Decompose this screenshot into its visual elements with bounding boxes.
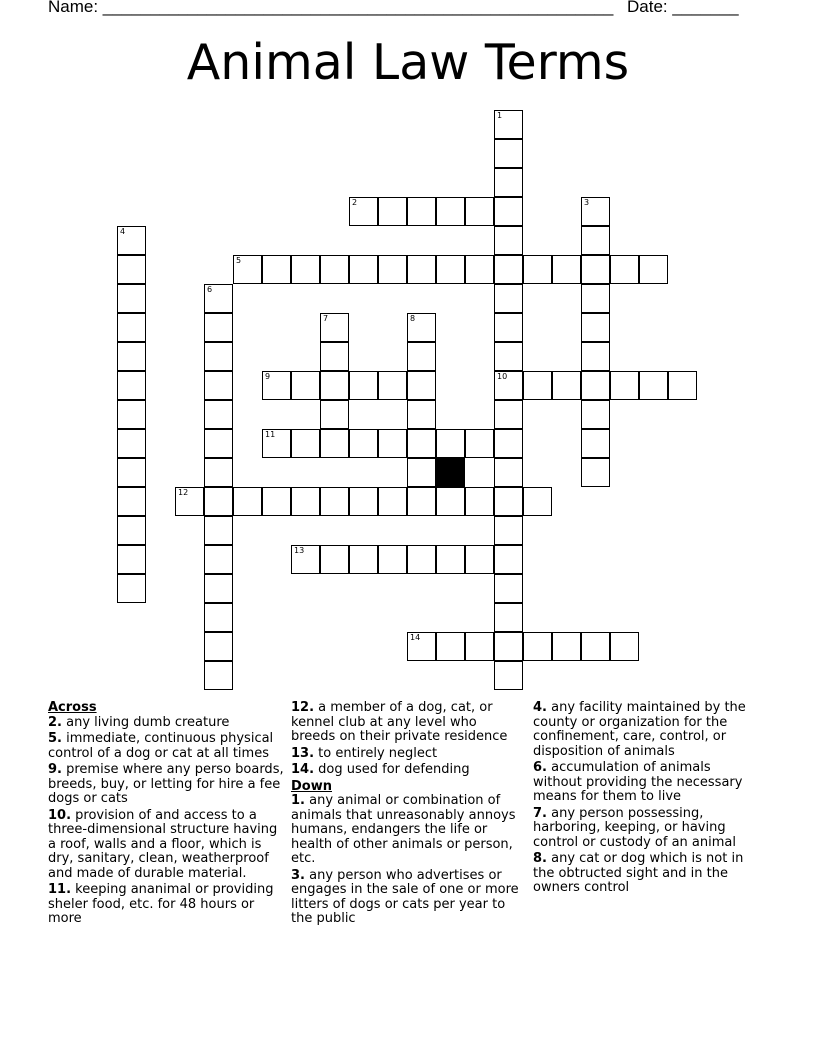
grid-cell[interactable] bbox=[407, 458, 436, 487]
grid-cell[interactable] bbox=[581, 429, 610, 458]
grid-cell[interactable] bbox=[581, 255, 610, 284]
grid-cell[interactable] bbox=[291, 371, 320, 400]
grid-cell[interactable] bbox=[291, 255, 320, 284]
grid-cell[interactable] bbox=[552, 255, 581, 284]
clue-across-14 bbox=[291, 763, 525, 778]
grid-cell[interactable] bbox=[523, 255, 552, 284]
clue-text: dog used for defending bbox=[314, 762, 470, 777]
grid-cell[interactable] bbox=[494, 313, 523, 342]
grid-cell[interactable] bbox=[204, 458, 233, 487]
grid-cell[interactable] bbox=[117, 255, 146, 284]
grid-cell[interactable] bbox=[494, 284, 523, 313]
grid-cell[interactable] bbox=[610, 632, 639, 661]
clue-across-11 bbox=[48, 883, 284, 927]
clue-number-label: 10 bbox=[497, 372, 508, 381]
grid-cell[interactable] bbox=[204, 661, 233, 690]
grid-cell[interactable] bbox=[407, 545, 436, 574]
grid-cell[interactable] bbox=[494, 139, 523, 168]
grid-cell[interactable] bbox=[378, 255, 407, 284]
grid-cell[interactable] bbox=[407, 313, 436, 342]
clue-number-label: 3 bbox=[584, 198, 590, 207]
grid-cell[interactable] bbox=[262, 371, 291, 400]
grid-cell[interactable] bbox=[291, 545, 320, 574]
clue-number: 2. bbox=[48, 714, 62, 730]
grid-cell[interactable] bbox=[349, 429, 378, 458]
grid-cell[interactable] bbox=[494, 342, 523, 371]
clue-number-label: 14 bbox=[410, 633, 421, 642]
clue-number-label: 5 bbox=[236, 256, 242, 265]
grid-cell[interactable] bbox=[494, 516, 523, 545]
clue-number-label: 6 bbox=[207, 285, 213, 294]
grid-cell[interactable] bbox=[494, 487, 523, 516]
clue-text: keeping ananimal or providing sheler food, etc. for 48 hours or more bbox=[48, 882, 274, 926]
grid-cell[interactable] bbox=[117, 458, 146, 487]
clue-number: 3. bbox=[291, 867, 305, 883]
grid-cell[interactable] bbox=[494, 400, 523, 429]
grid-cell[interactable] bbox=[320, 400, 349, 429]
grid-cell[interactable] bbox=[523, 632, 552, 661]
grid-cell[interactable] bbox=[465, 487, 494, 516]
grid-cell[interactable] bbox=[407, 487, 436, 516]
grid-cell[interactable] bbox=[378, 197, 407, 226]
grid-cell[interactable] bbox=[610, 371, 639, 400]
grid-cell[interactable] bbox=[204, 429, 233, 458]
clue-text: accumulation of animals without providing the necessary means for them to live bbox=[533, 760, 743, 804]
grid-cell[interactable] bbox=[581, 342, 610, 371]
grid-cell[interactable] bbox=[581, 313, 610, 342]
clues-column-3 bbox=[533, 701, 757, 898]
grid-cell[interactable] bbox=[494, 574, 523, 603]
grid-cell[interactable] bbox=[349, 487, 378, 516]
clue-number-label: 8 bbox=[410, 314, 416, 323]
grid-cell[interactable] bbox=[349, 371, 378, 400]
grid-cell[interactable] bbox=[494, 255, 523, 284]
grid-cell[interactable] bbox=[117, 313, 146, 342]
grid-cell[interactable] bbox=[204, 400, 233, 429]
grid-cell[interactable] bbox=[204, 371, 233, 400]
grid-cell[interactable] bbox=[668, 371, 697, 400]
clue-text: any person possessing, harboring, keeping, or having control or custody of an animal bbox=[533, 805, 736, 850]
clue-number: 11. bbox=[48, 882, 72, 897]
clue-number-label: 2 bbox=[352, 198, 358, 207]
grid-cell[interactable] bbox=[581, 284, 610, 313]
grid-cell[interactable] bbox=[494, 429, 523, 458]
grid-cell[interactable] bbox=[494, 371, 523, 400]
clue-number: 10. bbox=[48, 807, 72, 823]
grid-cell[interactable] bbox=[117, 284, 146, 313]
grid-cell[interactable] bbox=[581, 371, 610, 400]
grid-cell[interactable] bbox=[175, 487, 204, 516]
clue-number: 14. bbox=[291, 762, 315, 777]
black-square bbox=[436, 458, 465, 487]
date-field-label: Date: _______ bbox=[627, 0, 739, 16]
clue-down-7 bbox=[533, 807, 757, 851]
grid-cell[interactable] bbox=[465, 197, 494, 226]
clue-number: 1. bbox=[291, 793, 305, 808]
clue-text: any cat or dog which is not in the obtructed sight and in the owners control bbox=[533, 851, 744, 895]
grid-cell[interactable] bbox=[494, 197, 523, 226]
grid-cell[interactable] bbox=[378, 545, 407, 574]
grid-cell[interactable] bbox=[204, 516, 233, 545]
clue-across-9 bbox=[48, 763, 284, 807]
grid-cell[interactable] bbox=[494, 661, 523, 690]
grid-cell[interactable] bbox=[262, 429, 291, 458]
clue-text: any facility maintained by the county or organization for the confinement, care, control, or disposition of animals bbox=[533, 700, 746, 759]
grid-cell[interactable] bbox=[407, 197, 436, 226]
grid-cell[interactable] bbox=[233, 487, 262, 516]
grid-cell[interactable] bbox=[523, 371, 552, 400]
grid-cell[interactable] bbox=[494, 632, 523, 661]
grid-cell[interactable] bbox=[581, 226, 610, 255]
grid-cell[interactable] bbox=[117, 545, 146, 574]
clue-across-10 bbox=[48, 809, 284, 882]
clue-number-label: 12 bbox=[178, 488, 189, 497]
grid-cell[interactable] bbox=[436, 632, 465, 661]
grid-cell[interactable] bbox=[581, 197, 610, 226]
grid-cell[interactable] bbox=[320, 313, 349, 342]
grid-cell[interactable] bbox=[117, 226, 146, 255]
grid-cell[interactable] bbox=[581, 458, 610, 487]
grid-cell[interactable] bbox=[407, 632, 436, 661]
grid-cell[interactable] bbox=[320, 545, 349, 574]
grid-cell[interactable] bbox=[407, 342, 436, 371]
grid-cell[interactable] bbox=[436, 429, 465, 458]
grid-cell[interactable] bbox=[204, 632, 233, 661]
grid-cell[interactable] bbox=[552, 632, 581, 661]
clues-column-2 bbox=[291, 701, 525, 929]
grid-cell[interactable] bbox=[349, 197, 378, 226]
clue-text: immediate, continuous physical control of a dog or cat at all times bbox=[48, 731, 274, 761]
grid-cell[interactable] bbox=[262, 487, 291, 516]
clue-number: 12. bbox=[291, 700, 315, 715]
grid-cell[interactable] bbox=[407, 255, 436, 284]
grid-cell[interactable] bbox=[117, 574, 146, 603]
down-heading: Down bbox=[291, 778, 332, 794]
grid-cell[interactable] bbox=[378, 487, 407, 516]
grid-cell[interactable] bbox=[117, 342, 146, 371]
clue-number: 13. bbox=[291, 745, 315, 761]
grid-cell[interactable] bbox=[494, 168, 523, 197]
grid-cell[interactable] bbox=[494, 226, 523, 255]
clue-number-label: 1 bbox=[497, 111, 503, 120]
grid-cell[interactable] bbox=[407, 371, 436, 400]
grid-cell[interactable] bbox=[204, 342, 233, 371]
grid-cell[interactable] bbox=[320, 342, 349, 371]
clue-text: any animal or combination of animals that unreasonably annoys humans, endangers the life or health of other animals or person, etc. bbox=[291, 793, 516, 866]
clue-text: provision of and access to a three-dimensional structure having a roof, walls and a floor, which is dry, sanitary, clean, weatherproof and made of durable material. bbox=[48, 807, 278, 881]
grid-cell[interactable] bbox=[378, 429, 407, 458]
clue-number: 7. bbox=[533, 805, 547, 821]
grid-cell[interactable] bbox=[204, 284, 233, 313]
grid-cell[interactable] bbox=[233, 255, 262, 284]
grid-cell[interactable] bbox=[349, 545, 378, 574]
grid-cell[interactable] bbox=[407, 400, 436, 429]
grid-cell[interactable] bbox=[262, 255, 291, 284]
clue-number: 6. bbox=[533, 760, 547, 775]
grid-cell[interactable] bbox=[581, 632, 610, 661]
page-title: Animal Law Terms bbox=[186, 34, 630, 91]
grid-cell[interactable] bbox=[291, 487, 320, 516]
grid-cell[interactable] bbox=[639, 255, 668, 284]
clue-number: 4. bbox=[533, 700, 547, 715]
clue-text: a member of a dog, cat, or kennel club at any level who breeds on their private residence bbox=[291, 700, 508, 744]
grid-cell[interactable] bbox=[349, 255, 378, 284]
clue-text: to entirely neglect bbox=[314, 745, 438, 761]
grid-cell[interactable] bbox=[117, 516, 146, 545]
grid-cell[interactable] bbox=[291, 429, 320, 458]
clue-down-1 bbox=[291, 794, 525, 867]
grid-cell[interactable] bbox=[581, 400, 610, 429]
grid-cell[interactable] bbox=[436, 545, 465, 574]
clue-number-label: 4 bbox=[120, 227, 126, 236]
clue-number: 9. bbox=[48, 762, 62, 777]
grid-cell[interactable] bbox=[117, 429, 146, 458]
clue-number: 5. bbox=[48, 731, 62, 746]
grid-cell[interactable] bbox=[204, 545, 233, 574]
clue-text: any living dumb creature bbox=[61, 714, 230, 730]
clue-down-4 bbox=[533, 701, 757, 759]
grid-cell[interactable] bbox=[204, 574, 233, 603]
grid-cell[interactable] bbox=[204, 313, 233, 342]
grid-cell[interactable] bbox=[320, 255, 349, 284]
grid-cell[interactable] bbox=[465, 255, 494, 284]
grid-cell[interactable] bbox=[465, 429, 494, 458]
grid-cell[interactable] bbox=[610, 255, 639, 284]
grid-cell[interactable] bbox=[436, 255, 465, 284]
grid-cell[interactable] bbox=[407, 429, 436, 458]
clue-number-label: 13 bbox=[294, 546, 305, 555]
clue-number-label: 11 bbox=[265, 430, 276, 439]
grid-cell[interactable] bbox=[494, 110, 523, 139]
clue-text: any person who advertises or engages in the sale of one or more litters of dogs or cats per year to the public bbox=[291, 867, 519, 926]
grid-cell[interactable] bbox=[117, 371, 146, 400]
grid-cell[interactable] bbox=[523, 487, 552, 516]
grid-cell[interactable] bbox=[552, 371, 581, 400]
clue-number-label: 9 bbox=[265, 372, 271, 381]
grid-cell[interactable] bbox=[320, 429, 349, 458]
clue-across-2 bbox=[48, 716, 284, 731]
clue-down-8 bbox=[533, 852, 757, 896]
grid-cell[interactable] bbox=[465, 632, 494, 661]
clue-down-6 bbox=[533, 761, 757, 805]
clue-down-3 bbox=[291, 869, 525, 927]
grid-cell[interactable] bbox=[117, 487, 146, 516]
clue-text: premise where any perso boards, breeds, buy, or letting for hire a fee dogs or cats bbox=[48, 762, 284, 806]
name-field-label: Name: ______________________________________________________ bbox=[48, 0, 614, 16]
clue-across-5 bbox=[48, 732, 284, 761]
grid-cell[interactable] bbox=[494, 458, 523, 487]
clue-number-label: 7 bbox=[323, 314, 329, 323]
grid-cell[interactable] bbox=[494, 603, 523, 632]
clues-column-1 bbox=[48, 701, 284, 929]
grid-cell[interactable] bbox=[465, 545, 494, 574]
grid-cell[interactable] bbox=[204, 487, 233, 516]
clue-across-12 bbox=[291, 701, 525, 745]
grid-cell[interactable] bbox=[320, 371, 349, 400]
grid-cell[interactable] bbox=[436, 197, 465, 226]
grid-cell[interactable] bbox=[204, 603, 233, 632]
clue-number: 8. bbox=[533, 851, 547, 866]
across-heading: Across bbox=[48, 700, 97, 715]
clue-across-13 bbox=[291, 747, 525, 762]
grid-cell[interactable] bbox=[494, 545, 523, 574]
grid-cell[interactable] bbox=[117, 400, 146, 429]
grid-cell[interactable] bbox=[378, 371, 407, 400]
grid-cell[interactable] bbox=[639, 371, 668, 400]
grid-cell[interactable] bbox=[320, 487, 349, 516]
grid-cell[interactable] bbox=[436, 487, 465, 516]
